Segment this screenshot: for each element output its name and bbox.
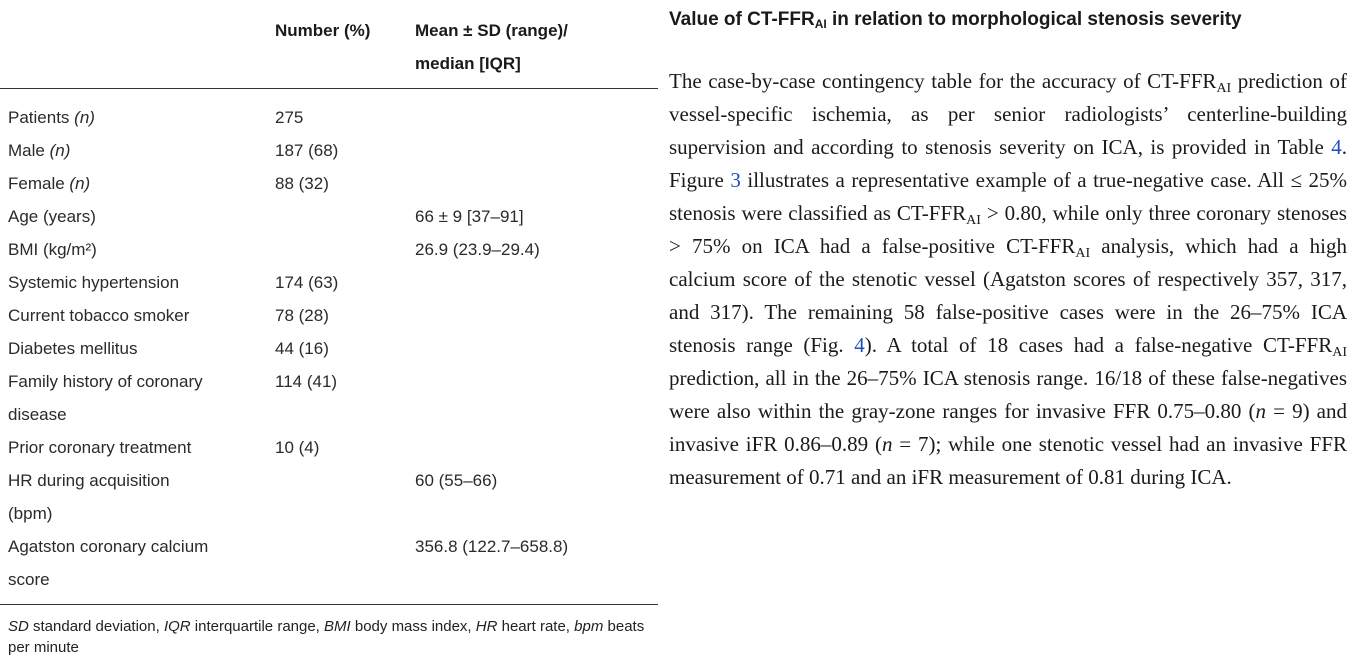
row-number-value: 114 (41) [275,372,338,391]
results-section [669,0,1349,672]
table-4-link[interactable]: 4 [1331,135,1342,159]
footnote-bmi: BMI [324,618,351,635]
ffr-sub: AI [1332,345,1348,360]
column-header-mean-line2: median [IQR] [415,54,521,73]
table-row [0,530,658,596]
table-row [0,134,658,167]
table-row [0,233,658,266]
footnote-iqr: IQR [163,618,191,635]
para-text-1: The case-by-case contingency table for the accuracy of [669,69,1148,93]
footnote-hr: HR [475,618,498,635]
row-label-text: Female [8,174,65,193]
para-text-3: . Figure [669,135,1347,192]
footnote-bpm: bpm [574,618,604,635]
table-bottom-rule [0,604,658,605]
row-number-value: 187 (68) [275,141,339,160]
footnote-bpm-text: beats per minute [8,618,645,656]
table-row [0,101,658,134]
column-header-mean [415,14,568,80]
para-text-10: = 7); while one stenotic vessel had an invasive FFR measurement of 0.71 and an iFR measurement of 0.81 during ICA. [669,432,1348,489]
row-label [8,233,268,266]
row-mean-value: 26.9 (23.9–29.4) [415,240,540,259]
row-label [8,332,268,365]
footnote-sd-text: standard deviation, [28,618,164,635]
baseline-characteristics-table [0,0,658,672]
row-label-text: Diabetes mellitus [8,339,138,358]
row-number-value: 10 (4) [275,438,320,457]
row-label [8,365,268,431]
table-row [0,266,658,299]
section-title [669,5,1349,39]
ffr-base: CT-FFR [1262,333,1333,357]
table-row [0,365,658,431]
ffr-sub: AI [966,213,981,228]
table-footnote [8,616,658,658]
column-header-mean-line1: Mean ± SD (range)/ [415,21,568,40]
ffr-sub: AI [1216,81,1232,96]
row-label [8,101,268,134]
ct-ffr-ai-term [1147,69,1232,96]
table-row [0,431,658,464]
table-row [0,200,658,233]
para-text-6: analysis, which had a high calcium score of the stenotic vessel (Agatston scores of respectively 357, 317, and 317). The remaining 58 false-positive cases were in the 26–75% ICA stenosis range (Fig. [669,234,1348,357]
para-text-2: prediction of vessel-specific ischemia, as per senior radiologists’ centerline-building supervision and according to stenosis severity on ICA, is provided in Table [669,69,1347,159]
row-label [8,431,268,464]
row-label [8,464,268,530]
row-label-text: Male [8,141,45,160]
para-text-9: = 9) and invasive iFR 0.86–0.89 ( [669,399,1347,456]
row-number-value: 44 (16) [275,339,329,358]
row-mean-value: 356.8 (122.7–658.8) [415,537,569,556]
para-text-7: ). A total of 18 cases had a false-negative [864,333,1263,357]
footnote-hr-text: heart rate, [497,618,575,635]
row-label [8,299,268,332]
n-variable: n [1255,399,1267,423]
table-row [0,464,658,530]
table-header-rule [0,88,658,89]
row-label-unit: (n) [69,174,91,193]
para-text-4: illustrates a representative example of a true-negative case. All ≤ 25% stenosis were classified as [669,168,1347,225]
row-number-value: 78 (28) [275,306,329,325]
table-row [0,332,658,365]
para-text-8: prediction, all in the 26–75% ICA stenosis range. 16/18 of these false-negatives were also within the gray-zone ranges for invasive FFR 0.75–0.80 ( [669,366,1347,423]
row-label [8,530,268,596]
row-label-text: Current tobacco smoker [8,306,190,325]
figure-3-link[interactable]: 3 [730,168,741,192]
section-title-start: Value of CT-FFR [669,9,815,30]
n-variable: n [881,432,893,456]
column-header-number: Number (%) [275,21,371,40]
section-title-subscript: AI [814,17,827,31]
row-label-continuation: (bpm) [8,504,53,523]
row-label-continuation: score [8,570,50,589]
figure-4-link[interactable]: 4 [854,333,865,357]
footnote-iqr-text: interquartile range, [190,618,325,635]
ffr-sub: AI [1075,246,1091,261]
ffr-base: CT-FFR [1006,234,1076,258]
row-number-value: 88 (32) [275,174,329,193]
footnote-bmi-text: body mass index, [350,618,476,635]
row-mean-value: 66 ± 9 [37–91] [415,207,524,226]
row-label-unit: (n) [74,108,95,127]
row-label-continuation: disease [8,405,67,424]
ffr-base: CT-FFR [896,201,967,225]
table-row [0,299,658,332]
footnote-sd: SD [8,618,29,635]
row-label-text: BMI (kg/m²) [8,240,97,259]
row-label [8,266,268,299]
ffr-base: CT-FFR [1147,69,1217,93]
row-label-text: Patients [8,108,70,127]
ct-ffr-ai-term [1006,234,1091,261]
section-title-end: in relation to morphological stenosis severity [826,9,1242,30]
ct-ffr-ai-term [1262,333,1348,360]
row-label-text: Prior coronary treatment [8,438,192,457]
ct-ffr-ai-term [896,201,981,228]
row-label-text: Age (years) [8,207,96,226]
row-label [8,134,268,167]
row-label-text: Family history of coronary [8,372,203,391]
row-label [8,167,268,200]
row-label-text: HR during acquisition [8,471,170,490]
row-label-unit: (n) [49,141,71,160]
row-label [8,200,268,233]
body-paragraph [669,65,1347,494]
row-label-text: Systemic hypertension [8,273,180,292]
row-mean-value: 60 (55–66) [415,471,498,490]
table-row [0,167,658,200]
para-text-5: > 0.80, while only three coronary stenoses > 75% on ICA had a false-positive [669,201,1347,258]
row-number-value: 174 (63) [275,273,339,292]
row-label-text: Agatston coronary calcium [8,537,209,556]
row-number-value: 275 [275,108,304,127]
